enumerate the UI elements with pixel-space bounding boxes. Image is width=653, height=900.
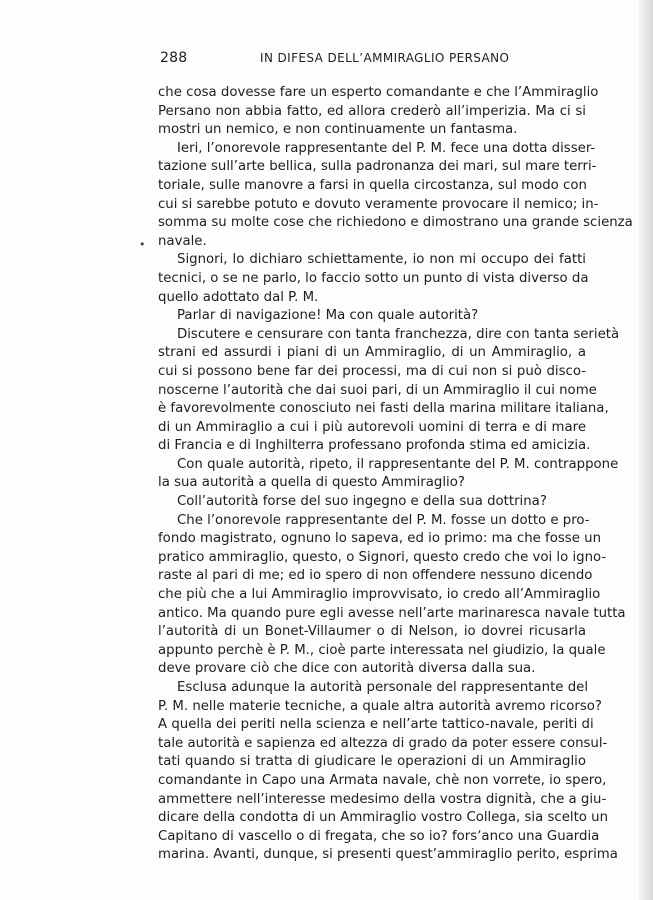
text-line: somma su molte cose che richiedono e dimostrano una grande scienza <box>158 215 633 231</box>
text-line: strani ed assurdi i piani di un Ammiraglio, di un Ammiraglio, a <box>158 345 586 361</box>
text-line: Coll’autorità forse del suo ingegno e della sua dottrina? <box>177 494 547 510</box>
text-line: pratico ammiraglio, questo, o Signori, questo credo che voi lo igno- <box>158 549 607 565</box>
text-line: Esclusa adunque la autorità personale del rappresentante del <box>177 680 589 695</box>
body-text <box>158 84 633 865</box>
text-line: tati quando si tratta di giudicare le operazioni di un Ammiraglio <box>158 754 586 770</box>
text-line: A quella dei periti nella scienza e nell’arte tattico-navale, periti di <box>158 717 594 733</box>
text-line: di Francia e di Inghilterra professano profonda stima ed amicizia. <box>158 438 591 454</box>
text-line: navale. <box>158 233 207 249</box>
text-line: tazione sull’arte bellica, sulla padronanza dei mari, sul mare terri- <box>158 159 597 175</box>
text-line: deve provare ciò che dice con autorità diversa dalla sua. <box>158 661 536 677</box>
text-line: tecnici, o se ne parlo, lo faccio sotto un punto di vista diverso da <box>158 270 589 286</box>
text-line: dicare della condotta di un Ammiraglio vostro Collega, sia scelto un <box>158 810 609 826</box>
text-line: Persano non abbia fatto, ed allora crederò all’imperizia. Ma ci si <box>158 103 586 119</box>
text-line: quello adottato dal P. M. <box>158 289 319 305</box>
text-line: Ieri, l’onorevole rappresentante del P. M. fece una dotta disser- <box>177 140 596 156</box>
page-number: 288 <box>160 50 188 66</box>
text-line: cui si possono bene far dei processi, ma di cui non si può disco- <box>158 363 586 379</box>
text-line: che cosa dovesse fare un esperto comandante e che l’Ammiraglio <box>158 85 599 100</box>
text-line: fondo magistrato, ognuno lo sapeva, ed io primo: ma che fosse un <box>158 531 601 547</box>
text-line: di un Ammiraglio a cui i più autorevoli uomini di terra e di mare <box>158 419 586 435</box>
running-title: IN DIFESA DELL’AMMIRAGLIO PERSANO <box>260 51 510 65</box>
text-line: l’autorità di un Bonet-Villaumer o di Nelson, io dovrei ricusarla <box>158 624 586 640</box>
text-line: mostri un nemico, e non continuamente un fantasma. <box>158 122 518 138</box>
margin-mark: • <box>139 238 146 251</box>
text-line: la sua autorità a quella di questo Ammiraglio? <box>158 475 465 491</box>
page-gutter-shadow <box>639 0 653 900</box>
text-line: Con quale autorità, ripeto, il rappresentante del P. M. contrappone <box>177 456 619 472</box>
text-line: è favorevolmente conosciuto nei fasti della marina militare italiana, <box>158 401 609 417</box>
text-line: cui si sarebbe potuto e dovuto veramente provocare il nemico; in- <box>158 196 599 212</box>
text-line: comandante in Capo una Armata navale, chè non vorrete, io spero, <box>158 772 607 788</box>
text-line: appunto perchè è P. M., cioè parte interessata nel giudizio, la quale <box>158 642 606 658</box>
text-line: ammettere nell’interesse medesimo della vostra dignità, che a giu- <box>158 791 607 807</box>
text-line: Che l’onorevole rappresentante del P. M. fosse un dotto e pro- <box>177 512 590 528</box>
text-line: antico. Ma quando pure egli avesse nell’arte marinaresca navale tutta <box>158 605 626 621</box>
text-line: Capitano di vascello o di fregata, che so io? forsʼanco una Guardia <box>158 828 600 844</box>
text-line: marina. Avanti, dunque, si presenti quest’ammiraglio perito, esprima <box>158 847 618 863</box>
text-line: raste al pari di me; ed io spero di non offendere nessuno dicendo <box>158 568 593 584</box>
text-line: noscerne l’autorità che dai suoi pari, di un Ammiraglio il cui nome <box>158 382 597 398</box>
text-line: che più che a lui Ammiraglio improvvisato, io credo all’Ammiraglio <box>158 587 601 603</box>
text-line: P. M. nelle materie tecniche, a quale altra autorità avremo ricorso? <box>158 698 602 714</box>
text-line: Signori, lo dichiaro schiettamente, io non mi occupo dei fatti <box>177 252 586 268</box>
text-line: Parlar di navigazione! Ma con quale autorità? <box>177 308 479 324</box>
text-line: tale autorità e sapienza ed altezza di grado da poter essere consul- <box>158 735 608 751</box>
page-header <box>160 50 590 72</box>
text-line: Discutere e censurare con tanta franchezza, dire con tanta serietà <box>177 326 620 342</box>
text-line: toriale, sulle manovre a farsi in quella circostanza, sul modo con <box>158 177 587 193</box>
